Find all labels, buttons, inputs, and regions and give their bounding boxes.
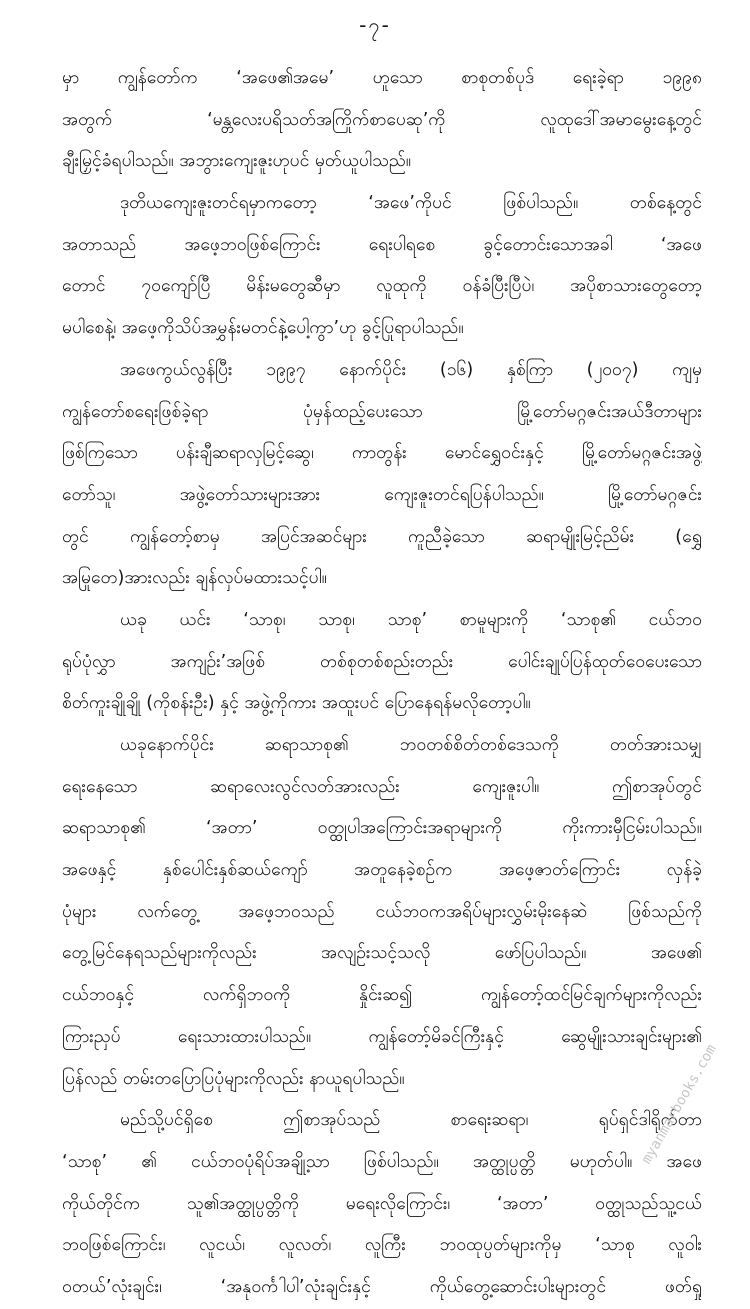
text-line: အတာသည် အဖေ့ဘဝဖြစ်ကြောင်း ရေးပါရစေ ခွင့်တောင်းသောအခါ ‘အဖေ <box>62 234 702 255</box>
text-line: မည်သို့ပင်ရှိစေ ဤစာအုပ်သည် စာရေးဆရာ၊ ရုပ်ရှင်ဒါရိုက်တာ <box>120 1110 702 1131</box>
watermark: myanmarbooks.com <box>638 1042 720 1167</box>
page-number: -၇- <box>359 13 391 37</box>
text-line: ကြားညှပ် ရေးသားထားပါသည်။ ကျွန်တော့်မိခင်ကြီးနှင့် ဆွေမျိုးသားချင်းများ၏ <box>62 1026 702 1047</box>
text-line: စိတ်ကူးချိုချို (ကိုစန်းဦး) နှင့် အဖွဲ့ကိုကား အထူးပင် ပြောနေရန်မလိုတော့ပါ။ <box>62 693 531 714</box>
text-line: တွေ့မြင်နေရသည်များကိုလည်း အလျဉ်းသင့်သလို ဖော်ပြပါသည်။ အဖေ၏ <box>62 943 702 964</box>
body-text <box>62 58 702 1309</box>
text-line: ကျွန်တော်စရေးဖြစ်ခဲ့ရာ ပုံမှန်ထည့်ပေးသော မြို့တော်မဂ္ဂဇင်းအယ်ဒီတာများ <box>62 401 702 422</box>
text-line: ရုပ်ပုံလွှာ အကျဉ်း’အဖြစ် တစ်စုတစ်စည်းတည်း ပေါင်းချုပ်ပြန်ထုတ်ဝေပေးသော <box>62 651 702 672</box>
text-line: အဖေနှင့် နှစ်ပေါင်းနှစ်ဆယ်ကျော် အတူနေခဲ့စဉ်က အဖေ့ဇာတ်ကြောင်း လှန်ခဲ့ <box>62 860 702 881</box>
text-line: ဒုတိယကျေးဇူးတင်ရမှာကတော့ ‘အဖေ’ကိုပင် ဖြစ်ပါသည်။ တစ်နေ့တွင် <box>120 193 702 214</box>
text-line: ရေးနေသော ဆရာလေးလွင်လတ်အားလည်း ကျေးဇူးပါ။ ဤစာအုပ်တွင် <box>62 776 702 797</box>
text-line: တောင် ၇၀ကျော်ပြီ မိန်းမတွေဆီမှာ လူထုကို ဝန်ခံပြီးပြီပဲ၊ အပိုစာသားတွေတော့ <box>62 276 702 297</box>
text-line: ယခုနောက်ပိုင်း ဆရာသာစု၏ ဘဝတစ်စိတ်တစ်ဒေသကို တတ်အားသမျှ <box>120 735 702 755</box>
text-line: အတွက် ‘မန္တလေးပရိသတ်အကြိုက်စာပေဆု’ကို လူထုဒေါ်အမာမွေးနေ့တွင် <box>62 109 702 130</box>
text-line: မှာ ကျွန်တော်က ‘အဖေ၏အမေ’ ဟူသော စာစုတစ်ပုဒ် ရေးခဲ့ရာ ၁၉၉၈ <box>62 68 702 88</box>
text-line: အဖေကွယ်လွန်ပြီး ၁၉၉၇ နောက်ပိုင်း (၁၆) နှစ်ကြာ (၂၀၀၇) ကျမှ <box>120 359 702 380</box>
text-line: ‘သာစု’ ၏ ငယ်ဘဝပုံရိပ်အချို့သာ ဖြစ်ပါသည်။ အတ္ထုပ္ပတ္တိ မဟုတ်ပါ။ အဖေ <box>62 1151 702 1172</box>
text-line: ငယ်ဘဝနှင့် လက်ရှိဘဝကို နှိုင်းဆ၍ ကျွန်တော့်ထင်မြင်ချက်များကိုလည်း <box>62 985 702 1006</box>
text-line: ကိုယ်တိုင်က သူ၏အတ္ထုပ္ပတ္တိကို မရေးလိုကြောင်း၊ ‘အတာ’ ဝတ္ထုသည်သူ့ငယ် <box>62 1193 702 1214</box>
text-line: အမြုတေ)အားလည်း ချန်လှပ်မထားသင့်ပါ။ <box>62 568 327 589</box>
text-line: ယခု ယင်း ‘သာစု၊ သာစု၊ သာစု’ စာမူများကို ‘သာစု၏ ငယ်ဘဝ <box>120 609 702 630</box>
text-line: ပြန်လည် တမ်းတပြောပြပုံများကိုလည်း နာယူရပါသည်။ <box>62 1068 405 1089</box>
text-line: ဝတယ်’လုံးချင်း၊ ‘အနုဝင်္ကါပါ’လုံးချင်းနှင့် ကိုယ်တွေ့ဆောင်းပါးများတွင် ဖတ်ရှု <box>62 1276 702 1297</box>
text-line: ချီးမြှင့်ခံရပါသည်။ အဘွားကျေးဇူးဟုပင် မှတ်ယူပါသည်။ <box>62 151 412 172</box>
text-line: တော်သူ၊ အဖွဲ့တော်သားများအား ကျေးဇူးတင်ရပြန်ပါသည်။ မြို့တော်မဂ္ဂဇင်း <box>62 484 702 505</box>
text-line: ပုံများ လက်တွေ့ အဖေ့ဘဝသည် ငယ်ဘဝကအရိပ်များလွှမ်းမိုးနေဆဲ ဖြစ်သည်ကို <box>62 901 702 922</box>
text-line: ဘဝဖြစ်ကြောင်း၊ လူငယ်၊ လူလတ်၊ လူကြီး ဘဝထုပ္ပတ်များကိုမှ ‘သာစု လူဝါး <box>62 1235 702 1256</box>
text-line: ဖြစ်ကြသော ပန်းချီဆရာလှမြင့်ဆွေ၊ ကာတွန်း မောင်ရွှေဝင်းနှင့် မြို့တော်မဂ္ဂဇင်းအဖွဲ့ <box>62 443 702 464</box>
text-line: မပါစေနဲ့၊ အဖေ့ကိုသိပ်အမွှန်းမတင်နဲ့ပေါ့ကွာ’ဟု ခွင့်ပြုရာပါသည်။ <box>62 318 464 339</box>
text-line: ဆရာသာစု၏ ‘အတာ’ ဝတ္ထုပါအကြောင်းအရာများကို ကိုးကားမှီငြမ်းပါသည်။ <box>62 818 702 839</box>
text-line: တွင် ကျွန်တော့်စာမှ အပြင်အဆင်များ ကူညီခဲ့သော ဆရာမျိုးမြင့်ညိမ်း (ရွှေ <box>62 526 702 547</box>
